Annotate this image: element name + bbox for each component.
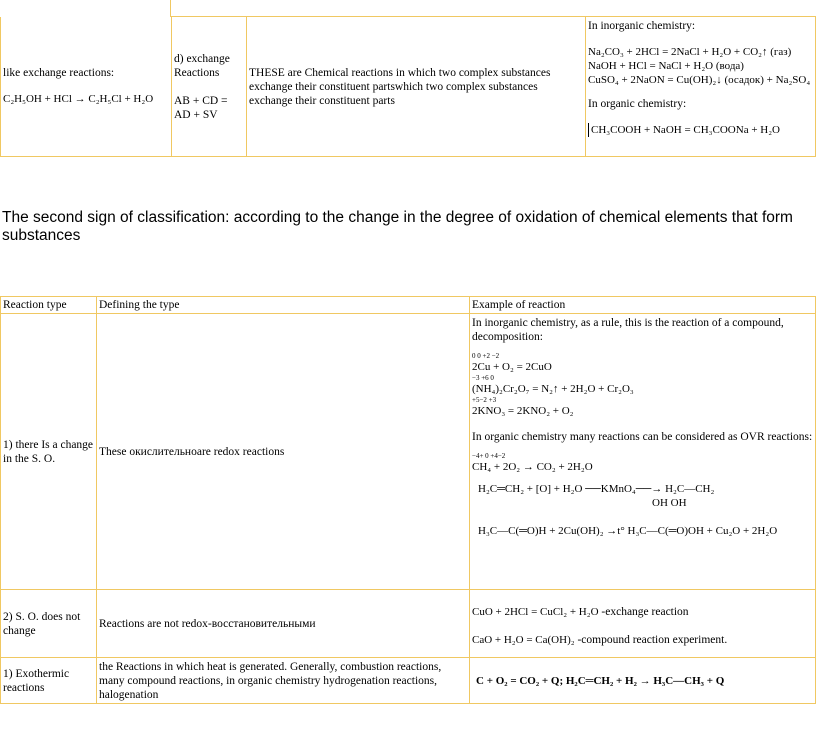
row3-definition: the Reactions in which heat is generated. Generally, combustion reactions, many compound reactions, in organic chemistry hydrogenation reactions, halogenation <box>97 658 470 704</box>
eq-nh4: (NH₄)₂Cr₂O₇ = N₂↑ + 2H₂O + Cr₂O₃ <box>472 383 634 395</box>
row1-definition: These окислительноаre redox reactions <box>97 314 470 590</box>
eq-cuso4: CuSO₄ + 2NaON = Cu(OH)₂↓ (осадок) + Na₂SO₄ <box>588 74 811 86</box>
top-col4 <box>586 17 816 157</box>
eq-kno3-ox: +5−2 +3 <box>472 396 497 404</box>
exchange-type-label: d) exchange Reactions <box>174 52 230 79</box>
exchange-scheme: AB + CD = AD + SV <box>174 94 228 121</box>
eq-ch4: CH₄ + 2O₂ → CO₂ + 2H₂O <box>472 461 593 473</box>
top-left-border <box>170 0 171 16</box>
eq-nh4-ox: −3 +6 0 <box>472 374 494 382</box>
eq-cao-note: -compound reaction experiment. <box>577 633 728 646</box>
inorganic-label: In inorganic chemistry: <box>588 20 696 32</box>
organic-label: In organic chemistry: <box>588 98 687 110</box>
eq-ch4-ox: −4+ 0 +4−2 <box>472 452 506 460</box>
header-example: Example of reaction <box>470 297 816 314</box>
classification-heading: The second sign of classification: according to the change in the degree of oxidation of chemical elements that form substances <box>2 209 793 244</box>
top-col1 <box>1 17 172 157</box>
row2-definition: Reactions are not redox-восстановительными <box>97 590 470 658</box>
eq-cuo: CuO + 2HCl = CuCl₂ + H₂O <box>472 605 599 618</box>
eq-ethene-oh: OH OH <box>652 497 687 509</box>
eq-exothermic: C + O₂ = CO₂ + Q; H₂C═CH₂ + H₂ → H₃C—CH₃ + Q <box>476 674 725 687</box>
row2-type: 2) S. O. does not change <box>1 590 97 658</box>
row3-examples <box>470 658 816 704</box>
row1-intro: In inorganic chemistry, as a rule, this is the reaction of a compound, decomposition: <box>472 317 784 343</box>
header-reaction-type: Reaction type <box>1 297 97 314</box>
eq-acetaldehyde: H₃C—C(═O)H + 2Cu(OH)₂ →t° H₃C—C(═O)OH + Cu₂O + 2H₂O <box>478 525 778 537</box>
row1-type: 1) there Is a change in the S. O. <box>1 314 97 590</box>
row1-organic-intro: In organic chemistry many reactions can be considered as OVR reactions: <box>472 431 813 443</box>
top-col2 <box>172 17 247 157</box>
eq-ethene-oxidation: H₂C═CH₂ + [O] + H₂O ──KMnO₄──→ H₂C—CH₂ <box>478 483 715 495</box>
top-col1-text: like exchange reactions: <box>3 67 115 80</box>
top-col1-formula: C₂H₅OH + HCl → C₂H₅Cl + H₂O <box>3 93 154 106</box>
eq-cao: CaO + H₂O = Ca(OH)₂ <box>472 633 575 646</box>
top-col3 <box>247 17 586 157</box>
eq-naoh: NaOH + HCl = NaCl + H₂O (вода) <box>588 60 744 72</box>
exchange-definition: THESE are Chemical reactions in which two complex substances exchange their constituent partswhich two complex substances exchange their constituent parts <box>249 66 551 107</box>
header-defining-type: Defining the type <box>97 297 470 314</box>
eq-cu: 2Cu + O₂ = 2CuO <box>472 361 552 373</box>
row2-examples <box>470 590 816 658</box>
row1-examples <box>470 314 816 590</box>
eq-cuo-note: -exchange reaction <box>601 605 689 618</box>
exchange-reactions-table <box>0 16 816 157</box>
eq-na2co3: Na₂CO₃ + 2HCl = 2NaCl + H₂O + CO₂↑ (газ) <box>588 46 792 58</box>
row3-type: 1) Exothermic reactions <box>1 658 97 704</box>
eq-cu-ox: 0 0 +2 −2 <box>472 352 500 360</box>
eq-kno3: 2KNO₃ = 2KNO₂ + O₂ <box>472 405 574 417</box>
eq-ch3cooh: CH₃COOH + NaOH = CH₃COONa + H₂O <box>588 123 813 137</box>
redox-classification-table <box>0 296 816 704</box>
